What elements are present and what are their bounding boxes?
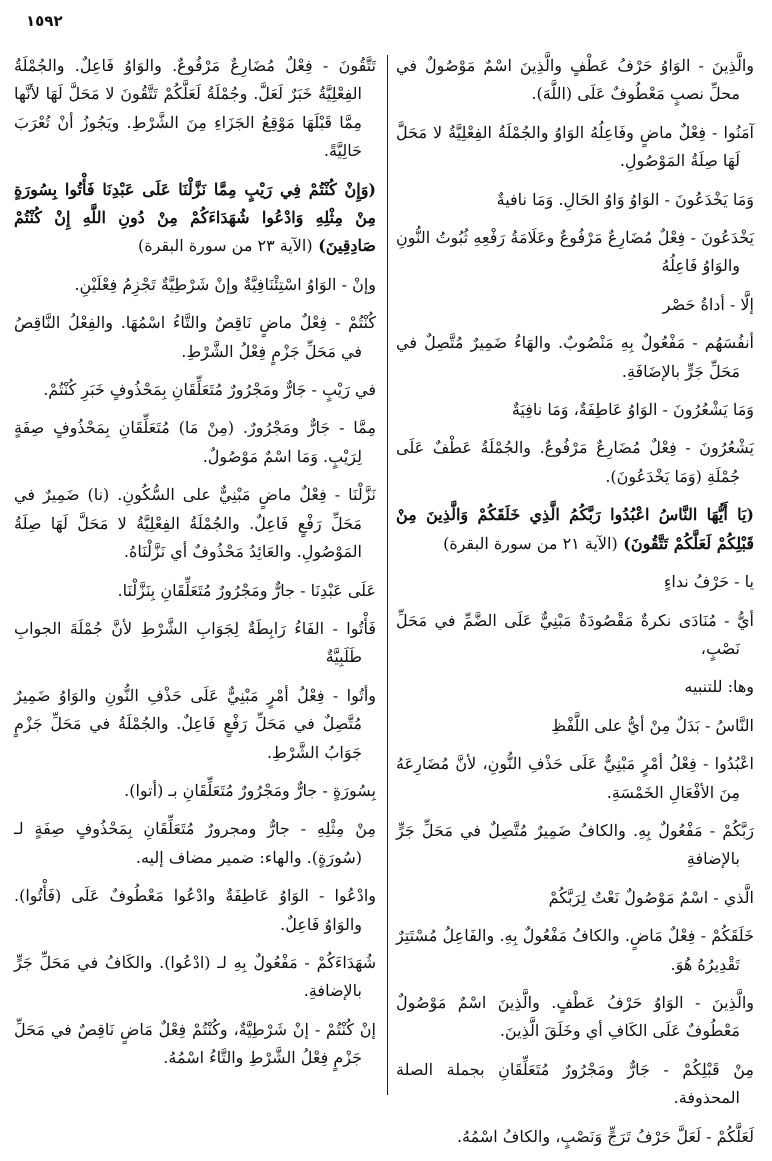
parsing-entry: يَخْدَعُونَ - فِعْلٌ مُضَارِعٌ مَرْفُوعٌ وعَلَامَةُ رَفْعِهِ ثُبُوتُ النُّونِ والوَاوُ فَاعِلُهُ (396, 228, 754, 276)
quran-verse (396, 501, 754, 558)
parsing-entry: أيُّ - مُنَادَى نكرةٌ مَقْصُودَةٌ مَبْنِيٌّ عَلَى الضَّمِّ في مَحَلِّ نَصْبٍ، (396, 610, 754, 658)
parsing-entry: والَّذِينَ - الوَاوُ حَرْفُ عَطْفٍ. والَّذِينَ اسْمٌ مَوْصُولٌ مَعْطُوفٌ عَلَى الكَافِ أي وخَلَقَ الَّذِينَ. (396, 992, 754, 1041)
parsing-entry: مِنْ قَبْلِكُمْ - جَارٌّ ومَجْرُورٌ مُتَعَلِّقَانِ بجملة الصلة المحذوفة. (396, 1059, 754, 1108)
parsing-entry: الَّذي - اسْمٌ مَوْصُولٌ نَعْتٌ لِرَبَّكُمْ (548, 887, 754, 907)
parsing-entry: يَشْعُرُونَ - فِعْلٌ مُضَارِعٌ مَرْفُوعٌ. والجُمْلَةُ عَطْفٌ عَلَى جُمْلَةِ (وَمَا يَخْدَعُونَ). (396, 438, 754, 486)
parsing-entry: فَأْتُوا - الفَاءُ رَابِطَةٌ لِجَوَابِ الشَّرْطِ لأنَّ جُمْلَةَ الجوابِ طَلَبِيَّةٌ (14, 618, 376, 667)
parsing-entry: وإنْ - الوَاوُ اسْتِئْنَافِيَّةٌ وإنْ شَرْطِيَّةٌ تَجْزِمُ فِعْلَيْنِ. (74, 274, 376, 294)
parsing-entry: النَّاسُ - بَدَلٌ مِنْ أيُّ على اللَّفْظِ (551, 715, 754, 735)
parsing-entry: يا - حَرْفُ نداءٍ (663, 572, 754, 592)
parsing-entry: إلَّا - أداةُ حَصْر (662, 294, 754, 314)
parsing-entry: مِمَّا - جَارٌّ ومَجْرُورٌ. (مِنْ مَا) مُتَعَلِّقَانِ بِمَحْذُوفٍ صِفَةٍ لِرَيْبٍ. وَمَا اسْمٌ مَوْصُولٌ. (14, 418, 376, 466)
parsing-entry: تَتَّقُونَ - فِعْلٌ مُضَارِعٌ مَرْفُوعٌ. والوَاوُ فَاعِلٌ. والجُمْلَةُ الفِعْلِيَّةُ خَبَرٌ لَعَلَّ. وجُمْلَةُ لَعَلَّكُمْ تَتَّقُونَ لا مَحَلَّ لَهَا لأنَّها مِمَّا قَبْلَهَا مَوْقِعُ الجَزَاءِ مِنَ الشَّرْطِ. ويَجُوزُ أنْ تُعْرَبَ حَالِيَّةً. (14, 56, 376, 161)
parsing-entry: إنْ كُنْتُمْ - إنْ شَرْطِيَّةٌ، وكُنْتُمْ فِعْلٌ مَاضٍ نَاقِصٌ في مَحَلِّ جَزْمٍ فِعْلُ الشَّرْطِ والتَّاءُ اسْمُهُ. (14, 1019, 376, 1068)
parsing-entry: مِنْ مِثْلِهِ - جارٌّ ومجرورٌ مُتَعَلِّقَانِ بِمَحْذُوفٍ صِفَةٍ لـ (سُورَةٍ). والهاء: ضمير مضاف إليه. (14, 819, 376, 867)
verse-reference: (الآية ٢١ من سورة البقرة) (443, 533, 618, 553)
parsing-entry: وادْعُوا - الوَاوُ عَاطِفَةٌ وادْعُوا مَعْطُوفٌ عَلَى (فَأْتُوا). والوَاوُ فَاعِلٌ. (14, 886, 376, 934)
verse-text: (يَا أَيُّهَا النَّاسُ اعْبُدُوا رَبَّكُمُ الَّذِي خَلَقَكُمْ وَالَّذِينَ مِنْ قَبْلِكُمْ لَعَلَّكُمْ تَتَّقُونَ) (396, 505, 754, 553)
verse-text: (وَإِنْ كُنْتُمْ فِي رَيْبٍ مِمَّا نَزَّلْنَا عَلَى عَبْدِنَا فَأْتُوا بِسُورَةٍ مِنْ مِثْلِهِ وَادْعُوا شُهَدَاءَكُمْ مِنْ دُونِ اللَّهِ إِنْ كُنْتُمْ صَادِقِينَ) (14, 179, 376, 256)
parsing-entry: اعْبُدُوا - فِعْلُ أمْرٍ مَبْنِيٌّ عَلَى حَذْفِ النُّونِ، لأنَّ مُضَارِعَهُ مِنَ الأفْعَالِ الخَمْسَةِ. (396, 754, 754, 802)
parsing-entry: خَلَقَكُمْ - فِعْلٌ مَاضٍ. والكافُ مَفْعُولٌ بِهِ. والفَاعِلُ مُسْتَتِرٌ تَقْدِيرُهُ هُوَ. (396, 926, 754, 974)
parsing-entry: شُهَدَاءَكُمْ - مَفْعُولٌ بِهِ لـ (ادْعُوا). والكَافُ في مَحَلِّ جَرٍّ بالإضافةِ. (14, 952, 376, 1001)
column-divider (387, 55, 388, 1095)
parsing-entry: وأتُوا - فِعْلُ أمْرٍ مَبْنِيٌّ عَلَى حَذْفِ النُّونِ والوَاوُ ضَمِيرٌ مُتَّصِلٌ في مَحَلِّ رَفْعٍ فَاعِلٌ. والجُمْلَةُ في مَحَلِّ جَزْمٍ جَوَابُ الشَّرْطِ. (14, 685, 376, 762)
quran-verse (14, 176, 376, 261)
parsing-entry: أنفُسَهُم - مَفْعُولٌ بِهِ مَنْصُوبٌ. والهَاءُ ضَمِيرٌ مُتَّصِلٌ في مَحَلِّ جَرٍّ بالإضَافَةِ. (396, 333, 754, 381)
parsing-entry: وها: للتنبيه (684, 677, 754, 697)
parsing-entry: في رَيْبٍ - جَارٌّ ومَجْرُورٌ مُتَعَلِّقَانِ بِمَحْذُوفٍ خَبَرِ كُنْتُمْ. (43, 380, 376, 400)
parsing-entry: رَبَّكُمْ - مَفْعُولٌ بِهِ. والكافُ ضَمِيرٌ مُتَّصِلٌ في مَحَلِّ جَرٍّ بالإضافةِ (396, 820, 754, 869)
parsing-entry: والَّذِينَ - الوَاوُ حَرْفُ عَطْفٍ والَّذِينَ اسْمٌ مَوْصُولٌ في محلِّ نصبٍ مَعْطُوفٌ عَلَى (اللَّهَ). (396, 56, 754, 104)
right-column (396, 52, 754, 1161)
parsing-entry: وَمَا يَشْعُرُونَ - الوَاوُ عَاطِفَةٌ، وَمَا نافِيَةٌ (511, 400, 754, 420)
page-number: ١٥٩٢ (26, 12, 63, 30)
parsing-entry: كُنْتُمْ - فِعْلٌ ماضٍ نَاقِصٌ والتَّاءُ اسْمُهَا. والفِعْلُ النَّاقِصُ في مَحَلِّ جَزْمٍ فِعْلُ الشَّرْطِ. (14, 313, 376, 361)
parsing-entry: آمَنُوا - فِعْلٌ ماضٍ وفَاعِلُهُ الوَاوُ والجُمْلَةُ الفِعْلِيَّةُ لا مَحَلَّ لَهَا صِلَةُ المَوْصُولِ. (396, 122, 754, 171)
parsing-entry: وَمَا يَخْدَعُونَ - الوَاوُ وَاوُ الحَالِ. وَمَا نافيةٌ (496, 189, 754, 209)
parsing-entry: عَلَى عَبْدِنَا - جارٌّ ومَجْرُورٌ مُتَعَلِّقَانِ بِنَزَّلْنَا. (117, 580, 376, 600)
verse-reference: (الآية ٢٣ من سورة البقرة) (138, 236, 313, 256)
parsing-entry: بِسُورَةٍ - جارٌّ ومَجْرُورٌ مُتَعَلِّقَانِ بـ (أتوا). (124, 780, 376, 800)
parsing-entry: نَزَّلْنَا - فِعْلٌ ماضٍ مَبْنِيٌّ على السُّكُونِ. (نا) ضَمِيرٌ في مَحَلِّ رَفْعٍ فَاعِلٌ. والجُمْلَةُ الفِعْلِيَّةُ لا مَحَلَّ لَهَا صِلَةُ المَوْصُولِ. والعَائِدُ مَحْذُوفٌ أي نَزَّلْنَاهُ. (14, 485, 376, 562)
left-column (14, 52, 376, 1083)
parsing-entry: لَعَلَّكُمْ - لَعَلَّ حَرْفُ تَرَجٍّ وَنَصْبٍ، والكافُ اسْمُهُ. (456, 1126, 754, 1146)
